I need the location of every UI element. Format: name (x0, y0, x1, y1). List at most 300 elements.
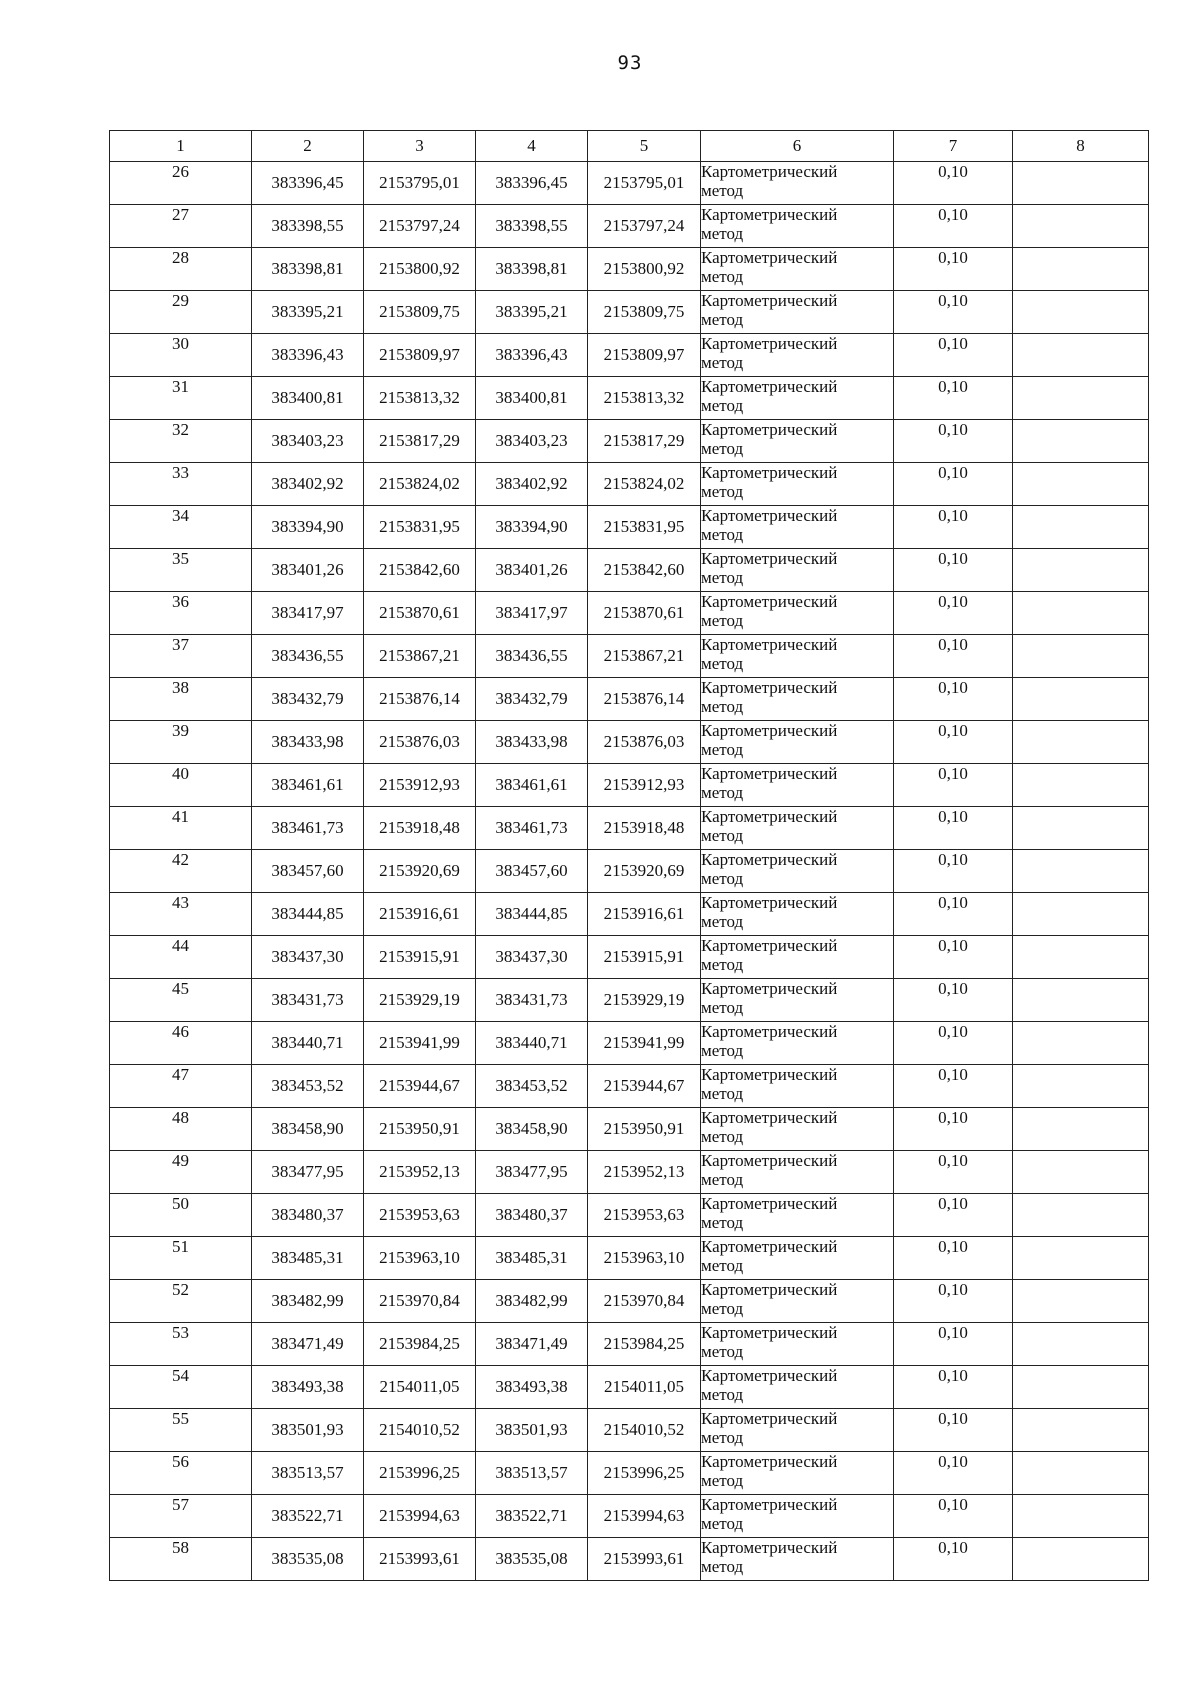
y-coordinate-cell: 2153918,48 (588, 807, 701, 850)
method-text: метод (701, 826, 744, 845)
method-cell (701, 592, 894, 635)
method-text: метод (701, 525, 744, 544)
x-coordinate-cell: 383432,79 (476, 678, 588, 721)
table-row (110, 1065, 1149, 1108)
method-text: метод (701, 353, 744, 372)
x-coordinate-cell: 383400,81 (252, 377, 364, 420)
x-coordinate-cell: 383394,90 (252, 506, 364, 549)
x-coordinate-cell: 383501,93 (476, 1409, 588, 1452)
x-coordinate-cell: 383458,90 (252, 1108, 364, 1151)
accuracy-cell: 0,10 (894, 592, 1013, 635)
method-text: Картометрический (701, 1237, 838, 1256)
method-text: метод (701, 396, 744, 415)
accuracy-cell: 0,10 (894, 162, 1013, 205)
table-row (110, 420, 1149, 463)
y-coordinate-cell: 2153915,91 (364, 936, 476, 979)
x-coordinate-cell: 383477,95 (476, 1151, 588, 1194)
x-coordinate-cell: 383433,98 (476, 721, 588, 764)
accuracy-cell: 0,10 (894, 506, 1013, 549)
y-coordinate-cell: 2153800,92 (588, 248, 701, 291)
table-row (110, 162, 1149, 205)
method-text: Картометрический (701, 721, 838, 740)
method-cell (701, 1237, 894, 1280)
accuracy-cell: 0,10 (894, 463, 1013, 506)
x-coordinate-cell: 383461,73 (252, 807, 364, 850)
x-coordinate-cell: 383440,71 (476, 1022, 588, 1065)
method-cell (701, 334, 894, 377)
description-cell (1013, 807, 1149, 850)
y-coordinate-cell: 2153824,02 (588, 463, 701, 506)
method-text: Картометрический (701, 1538, 838, 1557)
y-coordinate-cell: 2153984,25 (588, 1323, 701, 1366)
x-coordinate-cell: 383471,49 (476, 1323, 588, 1366)
table-row (110, 1194, 1149, 1237)
x-coordinate-cell: 383522,71 (252, 1495, 364, 1538)
description-cell (1013, 979, 1149, 1022)
y-coordinate-cell: 2153916,61 (364, 893, 476, 936)
method-cell (701, 1409, 894, 1452)
method-cell (701, 678, 894, 721)
method-text: Картометрический (701, 291, 838, 310)
method-text: метод (701, 1342, 744, 1361)
method-text: метод (701, 912, 744, 931)
method-text: Картометрический (701, 1022, 838, 1041)
method-text: метод (701, 1213, 744, 1232)
y-coordinate-cell: 2153993,61 (364, 1538, 476, 1581)
description-cell (1013, 248, 1149, 291)
y-coordinate-cell: 2153813,32 (364, 377, 476, 420)
table-row (110, 1452, 1149, 1495)
accuracy-cell: 0,10 (894, 1495, 1013, 1538)
method-text: метод (701, 697, 744, 716)
point-number-cell: 35 (110, 549, 252, 592)
method-text: Картометрический (701, 979, 838, 998)
method-text: метод (701, 267, 744, 286)
accuracy-cell: 0,10 (894, 1280, 1013, 1323)
point-number-cell: 37 (110, 635, 252, 678)
method-cell (701, 463, 894, 506)
x-coordinate-cell: 383513,57 (476, 1452, 588, 1495)
description-cell (1013, 936, 1149, 979)
method-cell (701, 1022, 894, 1065)
accuracy-cell: 0,10 (894, 1366, 1013, 1409)
y-coordinate-cell: 2153795,01 (364, 162, 476, 205)
column-header: 8 (1013, 131, 1149, 162)
method-cell (701, 162, 894, 205)
method-cell (701, 979, 894, 1022)
method-cell (701, 1280, 894, 1323)
y-coordinate-cell: 2153813,32 (588, 377, 701, 420)
method-cell (701, 1194, 894, 1237)
table-row (110, 1237, 1149, 1280)
x-coordinate-cell: 383432,79 (252, 678, 364, 721)
accuracy-cell: 0,10 (894, 1065, 1013, 1108)
table-row (110, 1538, 1149, 1581)
method-text: метод (701, 1385, 744, 1404)
x-coordinate-cell: 383535,08 (476, 1538, 588, 1581)
method-text: метод (701, 1557, 744, 1576)
y-coordinate-cell: 2153912,93 (588, 764, 701, 807)
method-text: метод (701, 482, 744, 501)
x-coordinate-cell: 383453,52 (476, 1065, 588, 1108)
method-text: метод (701, 998, 744, 1017)
accuracy-cell: 0,10 (894, 1323, 1013, 1366)
y-coordinate-cell: 2154010,52 (588, 1409, 701, 1452)
y-coordinate-cell: 2153795,01 (588, 162, 701, 205)
x-coordinate-cell: 383535,08 (252, 1538, 364, 1581)
x-coordinate-cell: 383493,38 (252, 1366, 364, 1409)
description-cell (1013, 1409, 1149, 1452)
y-coordinate-cell: 2153929,19 (364, 979, 476, 1022)
y-coordinate-cell: 2153876,14 (588, 678, 701, 721)
method-cell (701, 1151, 894, 1194)
description-cell (1013, 420, 1149, 463)
header-row (110, 131, 1149, 162)
method-text: Картометрический (701, 1495, 838, 1514)
y-coordinate-cell: 2153953,63 (588, 1194, 701, 1237)
x-coordinate-cell: 383395,21 (476, 291, 588, 334)
x-coordinate-cell: 383398,55 (252, 205, 364, 248)
column-header: 6 (701, 131, 894, 162)
method-text: Картометрический (701, 463, 838, 482)
x-coordinate-cell: 383461,61 (476, 764, 588, 807)
method-cell (701, 893, 894, 936)
point-number-cell: 29 (110, 291, 252, 334)
y-coordinate-cell: 2153994,63 (364, 1495, 476, 1538)
point-number-cell: 43 (110, 893, 252, 936)
y-coordinate-cell: 2153993,61 (588, 1538, 701, 1581)
table-row (110, 1409, 1149, 1452)
method-text: Картометрический (701, 850, 838, 869)
y-coordinate-cell: 2153876,14 (364, 678, 476, 721)
accuracy-cell: 0,10 (894, 893, 1013, 936)
y-coordinate-cell: 2153867,21 (364, 635, 476, 678)
x-coordinate-cell: 383401,26 (252, 549, 364, 592)
accuracy-cell: 0,10 (894, 549, 1013, 592)
method-text: метод (701, 1041, 744, 1060)
method-text: Картометрический (701, 205, 838, 224)
table-row (110, 635, 1149, 678)
point-number-cell: 40 (110, 764, 252, 807)
y-coordinate-cell: 2153984,25 (364, 1323, 476, 1366)
x-coordinate-cell: 383437,30 (476, 936, 588, 979)
y-coordinate-cell: 2153929,19 (588, 979, 701, 1022)
y-coordinate-cell: 2153797,24 (588, 205, 701, 248)
description-cell (1013, 592, 1149, 635)
description-cell (1013, 1538, 1149, 1581)
method-text: Картометрический (701, 1151, 838, 1170)
x-coordinate-cell: 383501,93 (252, 1409, 364, 1452)
y-coordinate-cell: 2153912,93 (364, 764, 476, 807)
method-text: Картометрический (701, 1366, 838, 1385)
method-text: метод (701, 1170, 744, 1189)
table-row (110, 592, 1149, 635)
method-cell (701, 1495, 894, 1538)
x-coordinate-cell: 383436,55 (476, 635, 588, 678)
x-coordinate-cell: 383477,95 (252, 1151, 364, 1194)
x-coordinate-cell: 383395,21 (252, 291, 364, 334)
method-text: метод (701, 224, 744, 243)
x-coordinate-cell: 383402,92 (476, 463, 588, 506)
accuracy-cell: 0,10 (894, 291, 1013, 334)
accuracy-cell: 0,10 (894, 1409, 1013, 1452)
y-coordinate-cell: 2153876,03 (364, 721, 476, 764)
table-row (110, 1108, 1149, 1151)
table-row (110, 850, 1149, 893)
x-coordinate-cell: 383433,98 (252, 721, 364, 764)
method-text: Картометрический (701, 1409, 838, 1428)
x-coordinate-cell: 383431,73 (252, 979, 364, 1022)
method-cell (701, 506, 894, 549)
accuracy-cell: 0,10 (894, 1194, 1013, 1237)
description-cell (1013, 1151, 1149, 1194)
x-coordinate-cell: 383453,52 (252, 1065, 364, 1108)
description-cell (1013, 1280, 1149, 1323)
method-text: метод (701, 1471, 744, 1490)
point-number-cell: 44 (110, 936, 252, 979)
table-row (110, 893, 1149, 936)
point-number-cell: 34 (110, 506, 252, 549)
table-row (110, 1022, 1149, 1065)
x-coordinate-cell: 383437,30 (252, 936, 364, 979)
x-coordinate-cell: 383400,81 (476, 377, 588, 420)
x-coordinate-cell: 383440,71 (252, 1022, 364, 1065)
accuracy-cell: 0,10 (894, 334, 1013, 377)
point-number-cell: 45 (110, 979, 252, 1022)
description-cell (1013, 850, 1149, 893)
y-coordinate-cell: 2153809,97 (364, 334, 476, 377)
description-cell (1013, 549, 1149, 592)
x-coordinate-cell: 383403,23 (476, 420, 588, 463)
method-cell (701, 764, 894, 807)
y-coordinate-cell: 2153996,25 (364, 1452, 476, 1495)
accuracy-cell: 0,10 (894, 807, 1013, 850)
accuracy-cell: 0,10 (894, 420, 1013, 463)
method-text: Картометрический (701, 936, 838, 955)
table-row (110, 764, 1149, 807)
x-coordinate-cell: 383417,97 (476, 592, 588, 635)
method-text: Картометрический (701, 549, 838, 568)
table-row (110, 377, 1149, 420)
point-number-cell: 48 (110, 1108, 252, 1151)
method-text: метод (701, 1084, 744, 1103)
method-cell (701, 377, 894, 420)
method-text: метод (701, 1299, 744, 1318)
point-number-cell: 49 (110, 1151, 252, 1194)
description-cell (1013, 1495, 1149, 1538)
method-text: метод (701, 1514, 744, 1533)
y-coordinate-cell: 2154011,05 (364, 1366, 476, 1409)
y-coordinate-cell: 2153817,29 (588, 420, 701, 463)
method-text: метод (701, 955, 744, 974)
column-header: 7 (894, 131, 1013, 162)
table-body (110, 162, 1149, 1581)
page-number: 93 (617, 52, 643, 74)
method-text: Картометрический (701, 1323, 838, 1342)
x-coordinate-cell: 383471,49 (252, 1323, 364, 1366)
description-cell (1013, 334, 1149, 377)
point-number-cell: 51 (110, 1237, 252, 1280)
method-cell (701, 420, 894, 463)
description-cell (1013, 1452, 1149, 1495)
y-coordinate-cell: 2153952,13 (364, 1151, 476, 1194)
method-text: Картометрический (701, 506, 838, 525)
y-coordinate-cell: 2153950,91 (364, 1108, 476, 1151)
table-row (110, 291, 1149, 334)
column-header: 4 (476, 131, 588, 162)
x-coordinate-cell: 383458,90 (476, 1108, 588, 1151)
description-cell (1013, 893, 1149, 936)
accuracy-cell: 0,10 (894, 850, 1013, 893)
description-cell (1013, 1022, 1149, 1065)
method-cell (701, 721, 894, 764)
y-coordinate-cell: 2153915,91 (588, 936, 701, 979)
method-text: метод (701, 1428, 744, 1447)
point-number-cell: 31 (110, 377, 252, 420)
method-cell (701, 1452, 894, 1495)
y-coordinate-cell: 2153824,02 (364, 463, 476, 506)
method-text: метод (701, 310, 744, 329)
description-cell (1013, 635, 1149, 678)
table-row (110, 463, 1149, 506)
table-row (110, 1495, 1149, 1538)
method-cell (701, 1065, 894, 1108)
x-coordinate-cell: 383396,43 (476, 334, 588, 377)
point-number-cell: 46 (110, 1022, 252, 1065)
method-text: Картометрический (701, 420, 838, 439)
method-cell (701, 635, 894, 678)
method-text: Картометрический (701, 248, 838, 267)
description-cell (1013, 1323, 1149, 1366)
y-coordinate-cell: 2153916,61 (588, 893, 701, 936)
description-cell (1013, 1108, 1149, 1151)
table-row (110, 549, 1149, 592)
y-coordinate-cell: 2153953,63 (364, 1194, 476, 1237)
y-coordinate-cell: 2153831,95 (364, 506, 476, 549)
method-cell (701, 248, 894, 291)
x-coordinate-cell: 383522,71 (476, 1495, 588, 1538)
y-coordinate-cell: 2153842,60 (588, 549, 701, 592)
x-coordinate-cell: 383444,85 (476, 893, 588, 936)
column-header: 5 (588, 131, 701, 162)
y-coordinate-cell: 2154011,05 (588, 1366, 701, 1409)
point-number-cell: 28 (110, 248, 252, 291)
method-cell (701, 1538, 894, 1581)
description-cell (1013, 721, 1149, 764)
y-coordinate-cell: 2153996,25 (588, 1452, 701, 1495)
point-number-cell: 33 (110, 463, 252, 506)
accuracy-cell: 0,10 (894, 205, 1013, 248)
accuracy-cell: 0,10 (894, 248, 1013, 291)
x-coordinate-cell: 383485,31 (252, 1237, 364, 1280)
y-coordinate-cell: 2153970,84 (588, 1280, 701, 1323)
point-number-cell: 52 (110, 1280, 252, 1323)
accuracy-cell: 0,10 (894, 635, 1013, 678)
point-number-cell: 39 (110, 721, 252, 764)
y-coordinate-cell: 2153870,61 (364, 592, 476, 635)
method-text: Картометрический (701, 807, 838, 826)
method-text: Картометрический (701, 162, 838, 181)
y-coordinate-cell: 2153867,21 (588, 635, 701, 678)
method-cell (701, 291, 894, 334)
point-number-cell: 26 (110, 162, 252, 205)
x-coordinate-cell: 383403,23 (252, 420, 364, 463)
method-cell (701, 549, 894, 592)
x-coordinate-cell: 383457,60 (476, 850, 588, 893)
method-cell (701, 205, 894, 248)
x-coordinate-cell: 383396,45 (476, 162, 588, 205)
method-cell (701, 1323, 894, 1366)
method-cell (701, 807, 894, 850)
description-cell (1013, 764, 1149, 807)
point-number-cell: 30 (110, 334, 252, 377)
method-text: Картометрический (701, 1108, 838, 1127)
point-number-cell: 47 (110, 1065, 252, 1108)
method-text: Картометрический (701, 1194, 838, 1213)
y-coordinate-cell: 2153944,67 (588, 1065, 701, 1108)
table-row (110, 936, 1149, 979)
column-header: 1 (110, 131, 252, 162)
y-coordinate-cell: 2153817,29 (364, 420, 476, 463)
x-coordinate-cell: 383482,99 (476, 1280, 588, 1323)
x-coordinate-cell: 383480,37 (476, 1194, 588, 1237)
x-coordinate-cell: 383431,73 (476, 979, 588, 1022)
table-row (110, 721, 1149, 764)
point-number-cell: 50 (110, 1194, 252, 1237)
column-header: 2 (252, 131, 364, 162)
y-coordinate-cell: 2154010,52 (364, 1409, 476, 1452)
accuracy-cell: 0,10 (894, 979, 1013, 1022)
method-text: Картометрический (701, 592, 838, 611)
method-text: Картометрический (701, 893, 838, 912)
x-coordinate-cell: 383417,97 (252, 592, 364, 635)
method-cell (701, 1366, 894, 1409)
method-cell (701, 1108, 894, 1151)
accuracy-cell: 0,10 (894, 1452, 1013, 1495)
x-coordinate-cell: 383398,81 (476, 248, 588, 291)
x-coordinate-cell: 383444,85 (252, 893, 364, 936)
description-cell (1013, 678, 1149, 721)
description-cell (1013, 205, 1149, 248)
method-text: Картометрический (701, 1452, 838, 1471)
description-cell (1013, 377, 1149, 420)
method-text: метод (701, 869, 744, 888)
y-coordinate-cell: 2153963,10 (588, 1237, 701, 1280)
description-cell (1013, 463, 1149, 506)
table-row (110, 807, 1149, 850)
y-coordinate-cell: 2153952,13 (588, 1151, 701, 1194)
x-coordinate-cell: 383394,90 (476, 506, 588, 549)
table-row (110, 678, 1149, 721)
y-coordinate-cell: 2153809,97 (588, 334, 701, 377)
point-number-cell: 36 (110, 592, 252, 635)
y-coordinate-cell: 2153809,75 (364, 291, 476, 334)
method-text: метод (701, 783, 744, 802)
y-coordinate-cell: 2153809,75 (588, 291, 701, 334)
y-coordinate-cell: 2153920,69 (364, 850, 476, 893)
x-coordinate-cell: 383480,37 (252, 1194, 364, 1237)
x-coordinate-cell: 383396,43 (252, 334, 364, 377)
accuracy-cell: 0,10 (894, 936, 1013, 979)
accuracy-cell: 0,10 (894, 721, 1013, 764)
description-cell (1013, 1065, 1149, 1108)
x-coordinate-cell: 383398,81 (252, 248, 364, 291)
method-text: метод (701, 740, 744, 759)
table-row (110, 1323, 1149, 1366)
y-coordinate-cell: 2153994,63 (588, 1495, 701, 1538)
method-text: метод (701, 654, 744, 673)
accuracy-cell: 0,10 (894, 678, 1013, 721)
